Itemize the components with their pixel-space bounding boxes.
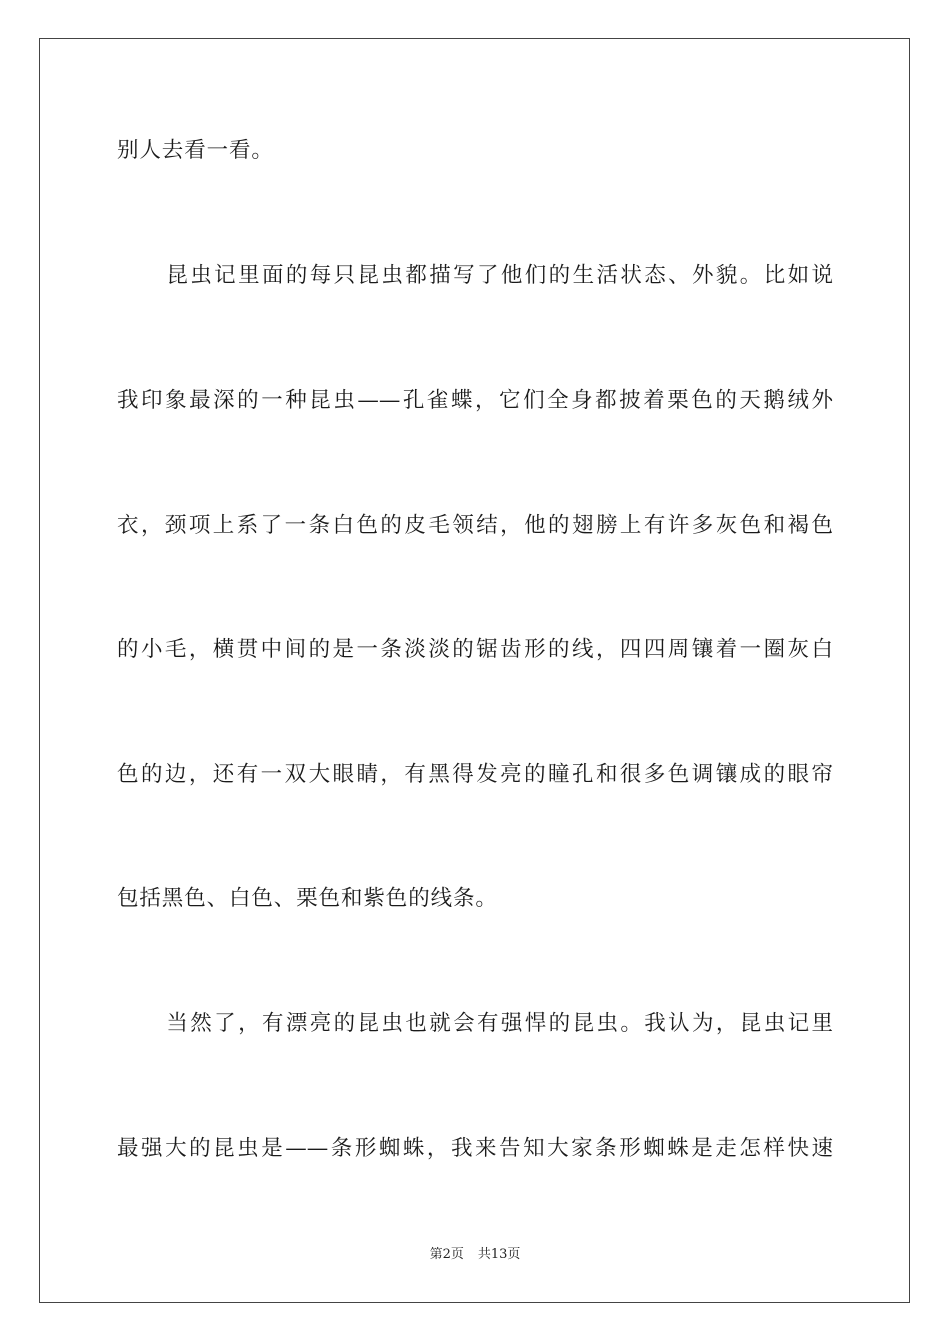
page-footer: [0, 1247, 950, 1263]
text-line-2: [117, 262, 833, 290]
text-line-9: 最强大的昆虫是——条形蜘蛛，我来告知大家条形蜘蛛是走怎样快速: [117, 1136, 833, 1161]
page-total: 共13页: [477, 1247, 521, 1262]
text-line-4: 衣，颈项上系了一条白色的皮毛领结，他的翅膀上有许多灰色和褐色: [117, 513, 833, 538]
text-line-7: 包括黑色、白色、栗色和紫色的线条。: [117, 886, 498, 911]
page-border: [39, 38, 910, 1303]
page-number: 第2页: [429, 1247, 464, 1262]
text-line-8-content: 当然了，有漂亮的昆虫也就会有强悍的昆虫。我认为，昆虫记里: [164, 1011, 833, 1036]
text-line-1: 别人去看一看。: [117, 138, 274, 163]
text-line-8: [117, 1010, 833, 1038]
text-line-6: 色的边，还有一双大眼睛，有黑得发亮的瞳孔和很多色调镶成的眼帘: [117, 762, 833, 787]
text-line-5: 的小毛，横贯中间的是一条淡淡的锯齿形的线，四四周镶着一圈灰白: [117, 637, 833, 662]
text-line-3: 我印象最深的一种昆虫——孔雀蝶，它们全身都披着栗色的天鹅绒外: [117, 388, 833, 413]
text-line-2-content: 昆虫记里面的每只昆虫都描写了他们的生活状态、外貌。比如说: [164, 263, 833, 288]
